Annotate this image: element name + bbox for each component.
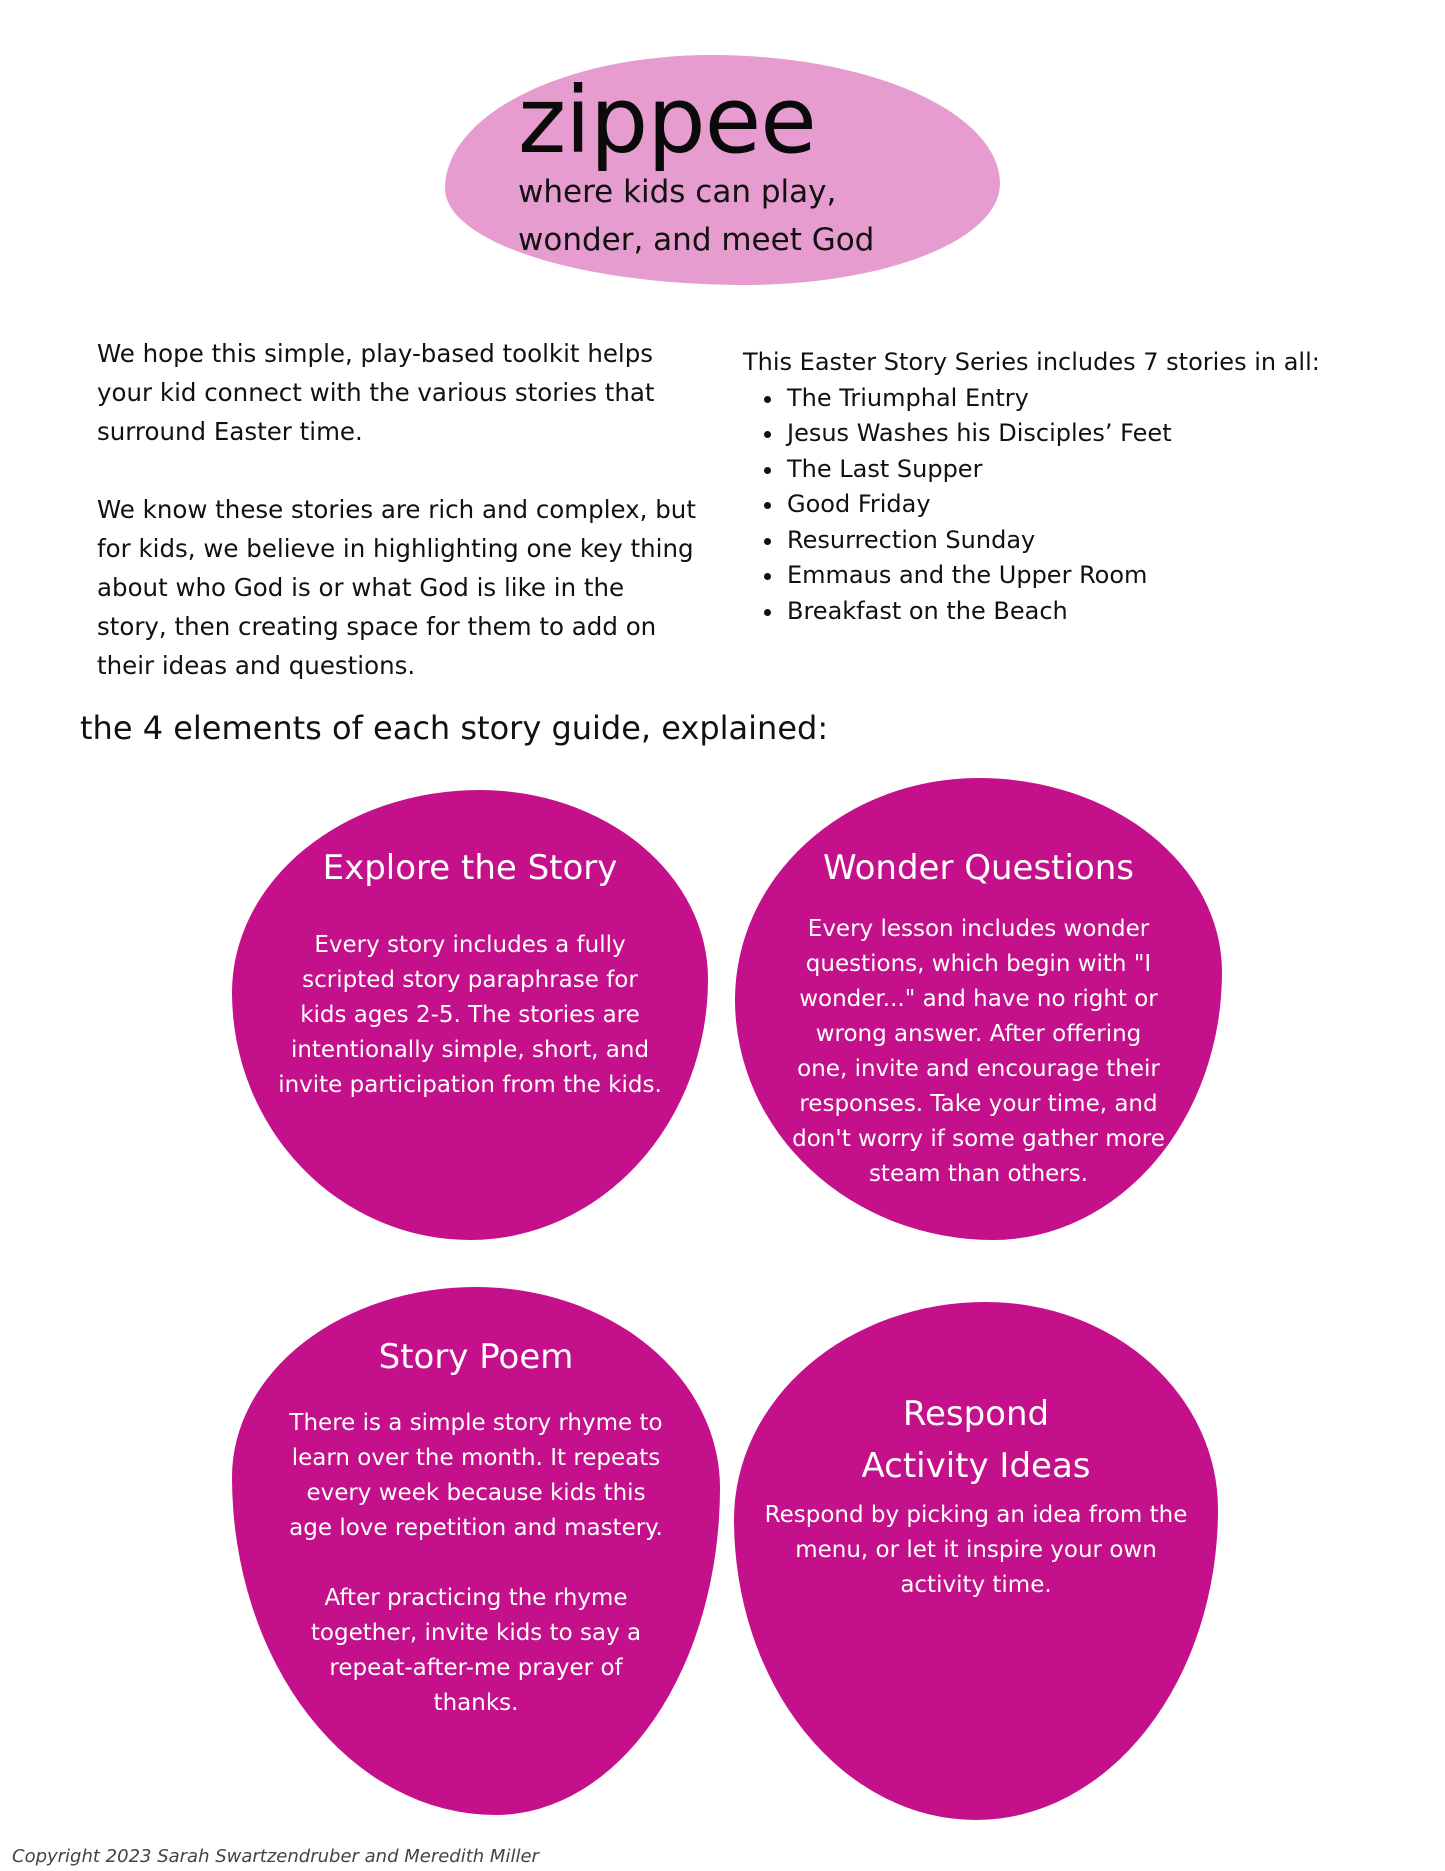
poem-line: every week because kids this [306, 1480, 646, 1506]
series-list [743, 381, 1403, 630]
list-item: The Triumphal Entry [743, 381, 1403, 417]
explore-line: Every story includes a fully [314, 932, 626, 958]
list-item: Emmaus and the Upper Room [743, 558, 1403, 594]
brand-tagline [518, 168, 874, 264]
list-item: Good Friday [743, 487, 1403, 523]
wonder-line: Every lesson includes wonder [807, 916, 1150, 942]
wonder-questions-text [735, 912, 1222, 1192]
series-section [743, 345, 1403, 629]
brand-title: zippee [518, 67, 816, 174]
respond-line: menu, or let it inspire your own [795, 1537, 1157, 1563]
intro-paragraph-1: We hope this simple, play-based toolkit helps your kid connect with the various stories that surround Easter time. [97, 339, 655, 446]
story-poem-title: Story Poem [378, 1337, 574, 1377]
tagline-line-1: where kids can play, [518, 174, 837, 210]
list-item: Resurrection Sunday [743, 523, 1403, 559]
intro-text [97, 334, 697, 685]
elements-heading: the 4 elements of each story guide, explained: [80, 709, 829, 747]
explore-line: kids ages 2-5. The stories are [300, 1002, 640, 1028]
respond-activity-text [734, 1498, 1218, 1603]
poem-line: learn over the month. It repeats [291, 1445, 661, 1471]
story-poem-text [232, 1406, 720, 1721]
respond-line: Respond by picking an idea from the [764, 1502, 1188, 1528]
explore-line: intentionally simple, short, and [290, 1037, 650, 1063]
respond-title-line-1: Respond [902, 1394, 1050, 1434]
wonder-line: one, invite and encourage their [797, 1056, 1160, 1082]
wonder-line: steam than others. [868, 1161, 1089, 1187]
poem-line: There is a simple story rhyme to [289, 1410, 663, 1436]
poem-line: thanks. [433, 1690, 519, 1716]
list-item: The Last Supper [743, 452, 1403, 488]
series-heading: This Easter Story Series includes 7 stories in all: [743, 348, 1320, 376]
tagline-line-2: wonder, and meet God [518, 222, 875, 258]
explore-line: invite participation from the kids. [278, 1072, 662, 1098]
explore-line: scripted story paraphrase for [302, 967, 638, 993]
wonder-line: wonder..." and have no right or [799, 986, 1158, 1012]
explore-story-title: Explore the Story [322, 848, 618, 888]
list-item: Breakfast on the Beach [743, 594, 1403, 630]
story-poem-card [232, 1287, 720, 1815]
poem-line [232, 1546, 720, 1581]
explore-story-text [232, 928, 708, 1103]
respond-title-line-2: Activity Ideas [861, 1446, 1091, 1486]
wonder-line: wrong answer. After offering [815, 1021, 1142, 1047]
poem-line: After practicing the rhyme [324, 1585, 628, 1611]
poem-line: repeat-after-me prayer of [329, 1655, 623, 1681]
list-item: Jesus Washes his Disciples’ Feet [743, 416, 1403, 452]
intro-paragraph-2: We know these stories are rich and complex, but for kids, we believe in highlighting one key thing about who God is or what God is like in the story, then creating space for them to add on their ideas and questions. [97, 495, 696, 680]
respond-activity-card [734, 1302, 1218, 1820]
wonder-line: don't worry if some gather more [792, 1126, 1165, 1152]
poem-line: together, invite kids to say a [310, 1620, 642, 1646]
poem-line: age love repetition and mastery. [289, 1515, 663, 1541]
copyright-footer: Copyright 2023 Sarah Swartzendruber and Meredith Miller [12, 1846, 539, 1867]
wonder-questions-title: Wonder Questions [822, 848, 1135, 888]
respond-line: activity time. [900, 1572, 1052, 1598]
wonder-line: questions, which begin with "I [805, 951, 1152, 977]
wonder-line: responses. Take your time, and [799, 1091, 1158, 1117]
explore-story-card [232, 790, 708, 1240]
wonder-questions-card [735, 778, 1222, 1240]
